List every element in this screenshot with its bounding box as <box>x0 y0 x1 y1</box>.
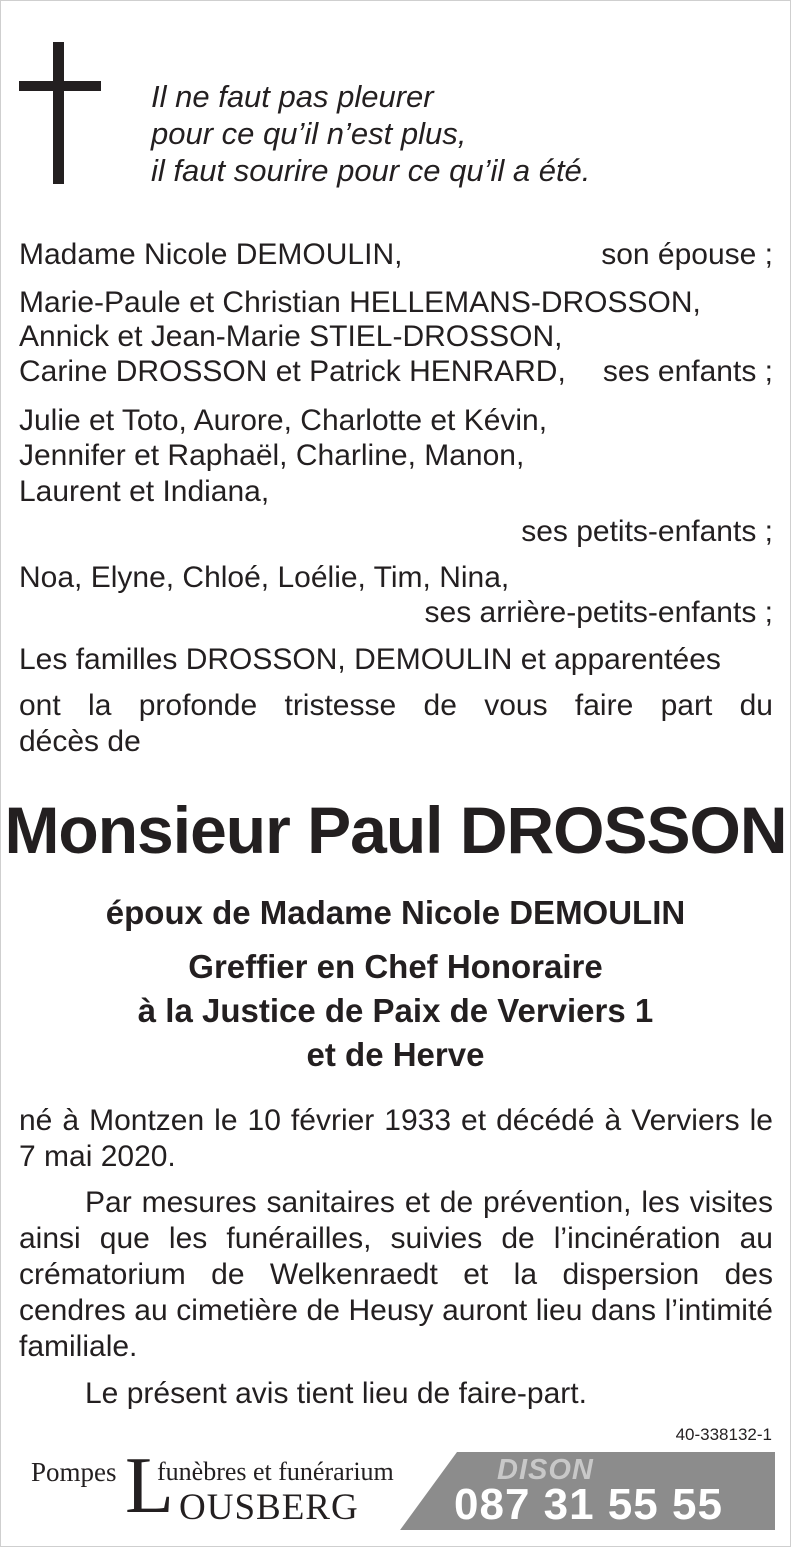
family-spouse-line <box>19 238 773 272</box>
child-line: Marie-Paule et Christian HELLEMANS-DROSSON, <box>19 286 701 319</box>
quote-line: pour ce qu’il n’est plus, <box>151 116 467 151</box>
funeral-home-banner <box>19 1442 775 1530</box>
banner-phone[interactable]: 087 31 55 55 <box>454 1480 723 1529</box>
announcement-line: ont la profonde tristesse de vous faire part du <box>19 689 773 722</box>
banner-pompes: Pompes <box>31 1457 117 1487</box>
child-line: Annick et Jean-Marie STIEL-DROSSON, <box>19 320 563 353</box>
great-grandchildren-relation: ses arrière-petits-enfants ; <box>424 596 773 629</box>
reference-number: 40-338132-1 <box>675 1425 772 1444</box>
banner-funebres: funèbres et funérarium <box>157 1457 394 1486</box>
spouse-name: Madame Nicole DEMOULIN, <box>19 238 403 271</box>
deceased-title: époux de Madame Nicole DEMOULIN <box>105 894 686 931</box>
child-line: Carine DROSSON et Patrick HENRARD, <box>19 355 566 388</box>
grandchild-line: Jennifer et Raphaël, Charline, Manon, <box>19 439 525 472</box>
notice-text: Le présent avis tient lieu de faire-part. <box>85 1377 587 1410</box>
family-children-line <box>19 355 773 389</box>
spouse-relation: son épouse ; <box>601 238 773 271</box>
measures-text: Par mesures sanitaires et de prévention, les visites ainsi que les funérailles, suivies de l’incinération au crématorium de Welkenraedt et la dispersion des cendres au cimetière de Heusy auront lieu dans l’intimité familiale. <box>19 1186 773 1363</box>
deceased-title: à la Justice de Paix de Verviers 1 <box>137 992 654 1029</box>
quote-line: Il ne faut pas pleurer <box>151 79 434 114</box>
birth-death-text: né à Montzen le 10 février 1933 et décédé à Verviers le 7 mai 2020. <box>19 1104 773 1173</box>
children-relation: ses enfants ; <box>602 355 773 388</box>
deceased-name: Monsieur Paul DROSSON <box>4 793 787 867</box>
grandchild-line: Laurent et Indiana, <box>19 475 270 508</box>
brand-initial: L <box>125 1442 174 1530</box>
brand-name: OUSBERG <box>179 1487 359 1528</box>
quote-line: il faut sourire pour ce qu’il a été. <box>151 153 591 188</box>
great-grandchild-line: Noa, Elyne, Chloé, Loélie, Tim, Nina, <box>19 561 510 594</box>
announcement-line: décès de <box>19 725 141 758</box>
grandchildren-relation: ses petits-enfants ; <box>521 515 773 548</box>
deceased-title: et de Herve <box>306 1036 485 1073</box>
deceased-title: Greffier en Chef Honoraire <box>188 948 603 985</box>
grandchild-line: Julie et Toto, Aurore, Charlotte et Kévin, <box>19 404 548 437</box>
families-line: Les familles DROSSON, DEMOULIN et apparentées <box>19 643 721 676</box>
banner-town: DISON <box>497 1454 594 1486</box>
epigraph-quote <box>151 78 590 189</box>
